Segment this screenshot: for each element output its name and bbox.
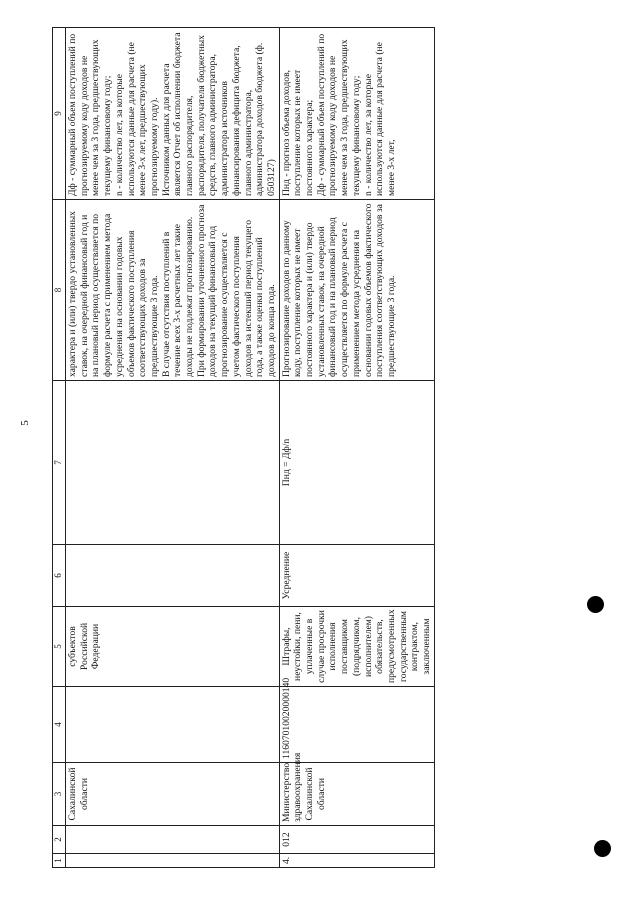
col-header-7: 7 bbox=[53, 381, 66, 545]
cell-r1-method-description bbox=[66, 200, 280, 381]
col-header-2: 2 bbox=[53, 826, 66, 854]
cell-r2-method-description: Прогнозирование доходов по данному коду, поступление которых не имеет постоянного характера и (или) твердо установленных ставок, на очередной финансовый год и на плановый период осуществляется по формуле расчета с применением метода усреднения на основании годовых объемов фактического поступления соответствующих доходов за предшествующие 3 года. bbox=[279, 200, 434, 381]
cell-r2-administrator: Министерство здравоохранения Сахалинской области bbox=[279, 763, 434, 826]
cell-r1-administrator: Сахалинской области bbox=[66, 763, 280, 826]
method-para-2: В случае отсутствия поступлений в течение всех 3-х расчетных лет такие доходы не подлежат прогнозированию. bbox=[160, 216, 196, 377]
data-source: Источником данных для расчета является Отчет об исполнении бюджета главного распорядителя, распорядителя, получателя бюджетных средств, главного администратора, администратора источников финансирования дефицита бюджета, главного администратора, администратора доходов бюджета (ф. 0503127) bbox=[160, 32, 277, 196]
cell-r2-method: Усреднение bbox=[279, 545, 434, 607]
indicator-pnd: Пнд - прогноз объема доходов, поступление которых не имеет постоянного характера; bbox=[280, 69, 316, 196]
cell-r2-indicators bbox=[279, 28, 434, 200]
cell-r1-c2 bbox=[66, 826, 280, 854]
col-header-1: 1 bbox=[53, 854, 66, 868]
binder-hole-mark bbox=[587, 596, 604, 613]
cell-r2-formula: Пнд = Дф/n bbox=[279, 381, 434, 545]
binder-hole-mark bbox=[594, 840, 611, 857]
method-para-3: При формировании уточненного прогноза доходов на текущий финансовый год прогнозирование осуществляется с учетом фактического поступления доходов за истекший период текущего года, а также оценки поступлений доходов до конца года. bbox=[195, 204, 277, 377]
cell-r1-indicators bbox=[66, 28, 280, 200]
cell-r1-c6 bbox=[66, 545, 280, 607]
cell-r2-number: 4. bbox=[279, 854, 434, 868]
col-header-9: 9 bbox=[53, 28, 66, 200]
cell-r2-kbk: 11607010020000140 bbox=[279, 687, 434, 763]
col-header-5: 5 bbox=[53, 607, 66, 687]
revenue-forecast-table bbox=[52, 27, 435, 868]
method-para-1: характера и (или) твердо установленных ставок, на очередной финансовый год и на плановый период осуществляется по формуле расчета с применением метода усреднения на основании годовых объемов фактического поступления соответствующих доходов за предшествующие 3 года. bbox=[67, 211, 160, 377]
col-header-6: 6 bbox=[53, 545, 66, 607]
cell-r2-chapter-code: 012 bbox=[279, 826, 434, 854]
cell-r1-c4 bbox=[66, 687, 280, 763]
col-header-4: 4 bbox=[53, 687, 66, 763]
indicator-n: n - количество лет, за которые используются данные для расчета (не менее 3-х лет, предшествующих прогнозируемому году). bbox=[113, 42, 160, 196]
rotated-page bbox=[52, 28, 620, 868]
cell-r2-revenue-name: Штрафы, неустойки, пени, уплаченные в случае просрочки исполнения поставщиком (подрядчиком, исполнителем) обязательств, предусмотренных государственным контрактом, заключенным bbox=[279, 607, 434, 687]
page-number: 5 bbox=[18, 420, 31, 426]
table-row-continued bbox=[66, 28, 280, 868]
cell-r1-c7 bbox=[66, 381, 280, 545]
col-header-8: 8 bbox=[53, 200, 66, 381]
header-row bbox=[53, 28, 66, 868]
indicator-n: n - количество лет, за которые используются данные для расчета (не менее 3-х лет, bbox=[362, 42, 397, 196]
table-row-4 bbox=[279, 28, 434, 868]
cell-r1-revenue-name: субъектов Российской Федерации bbox=[66, 607, 280, 687]
col-header-3: 3 bbox=[53, 763, 66, 826]
cell-r1-c1 bbox=[66, 854, 280, 868]
indicator-df: Дф - суммарный объем поступлений по прогнозируемому коду доходов не менее чем за 3 года, предшествующих текущему финансовому году; bbox=[315, 33, 362, 196]
indicator-df: Дф - суммарный объем поступлений по прогнозируемому коду доходов не менее чем за 3 года, предшествующих текущему финансовому году; bbox=[67, 33, 114, 196]
